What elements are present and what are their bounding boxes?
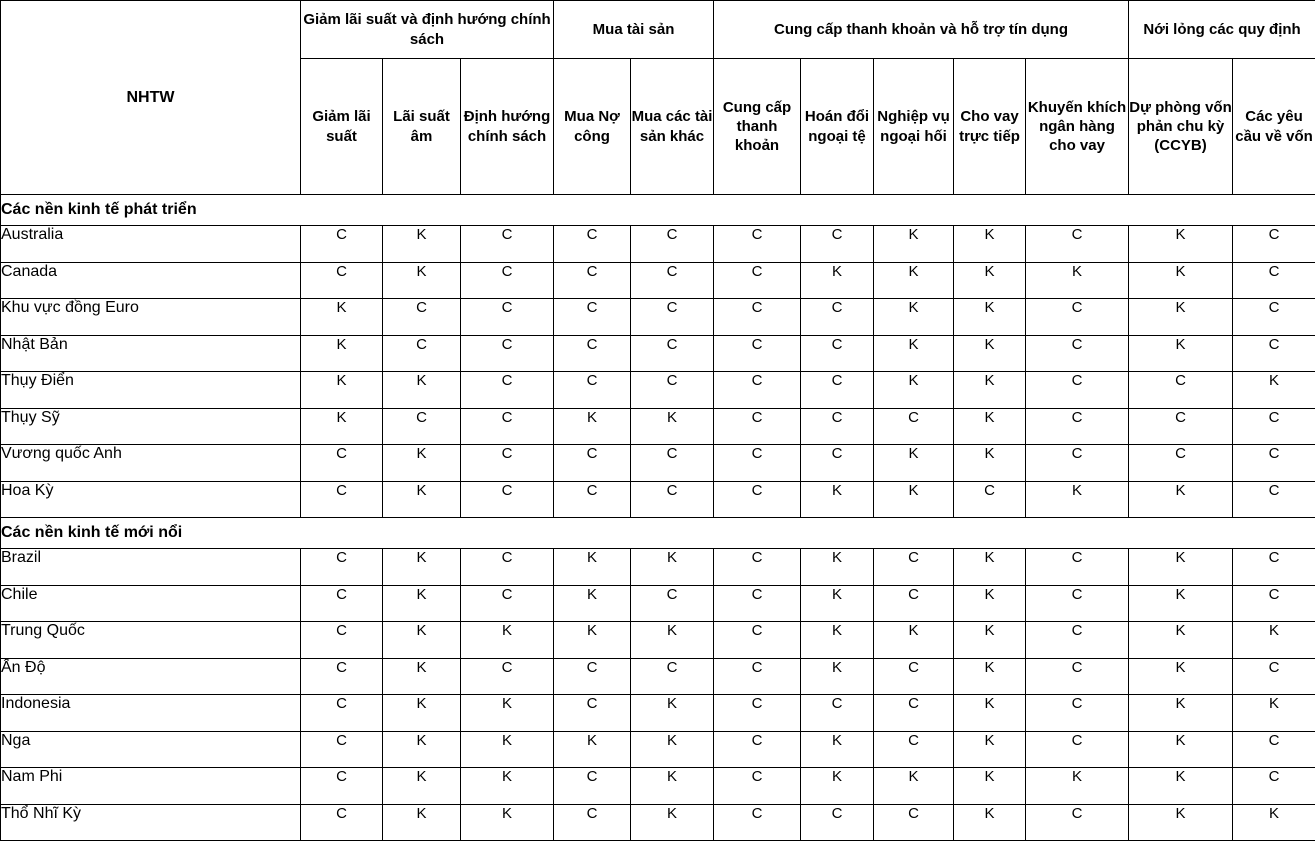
policy-value-cell: C — [461, 262, 554, 299]
policy-value-cell: C — [461, 481, 554, 518]
policy-value-cell: C — [631, 658, 714, 695]
policy-value-cell: C — [1129, 372, 1233, 409]
policy-value-cell: C — [1233, 768, 1315, 805]
policy-value-cell: C — [631, 481, 714, 518]
policy-value-cell: C — [714, 549, 801, 586]
group-header-asset-purchases: Mua tài sản — [554, 1, 714, 59]
policy-value-cell: K — [631, 622, 714, 659]
policy-value-cell: C — [1026, 299, 1129, 336]
country-name: Hoa Kỳ — [1, 481, 301, 518]
policy-value-cell: K — [1129, 299, 1233, 336]
column-header-other-assets: Mua các tài sản khác — [631, 59, 714, 195]
policy-value-cell: K — [631, 731, 714, 768]
policy-value-cell: K — [1129, 658, 1233, 695]
policy-value-cell: K — [631, 804, 714, 841]
policy-value-cell: C — [554, 804, 631, 841]
policy-value-cell: C — [874, 408, 954, 445]
policy-value-cell: K — [874, 335, 954, 372]
policy-value-cell: C — [714, 299, 801, 336]
policy-value-cell: C — [1233, 549, 1315, 586]
table-row — [1, 695, 1315, 732]
policy-value-cell: C — [1233, 408, 1315, 445]
country-name: Khu vực đồng Euro — [1, 299, 301, 336]
policy-value-cell: C — [801, 445, 874, 482]
table-row — [1, 445, 1315, 482]
corner-header-nhtw: NHTW — [1, 1, 301, 195]
column-header-rate-cut: Giảm lãi suất — [301, 59, 383, 195]
policy-value-cell: C — [874, 585, 954, 622]
policy-value-cell: C — [1233, 335, 1315, 372]
country-name: Thụy Sỹ — [1, 408, 301, 445]
country-name: Thụy Điển — [1, 372, 301, 409]
policy-value-cell: K — [801, 622, 874, 659]
policy-value-cell: K — [874, 481, 954, 518]
policy-value-cell: C — [1026, 695, 1129, 732]
column-header-negative-rate: Lãi suất âm — [383, 59, 461, 195]
policy-value-cell: C — [554, 695, 631, 732]
policy-value-cell: C — [874, 731, 954, 768]
policy-value-cell: K — [1129, 481, 1233, 518]
policy-value-cell: K — [383, 695, 461, 732]
table-row — [1, 408, 1315, 445]
policy-value-cell: K — [1129, 335, 1233, 372]
group-header-liquidity: Cung cấp thanh khoản và hỗ trợ tín dụng — [714, 1, 1129, 59]
policy-value-cell: K — [301, 335, 383, 372]
section-row — [1, 195, 1315, 226]
policy-value-cell: C — [461, 299, 554, 336]
policy-value-cell: K — [301, 299, 383, 336]
policy-value-cell: K — [383, 445, 461, 482]
policy-value-cell: K — [1129, 695, 1233, 732]
policy-value-cell: C — [631, 445, 714, 482]
policy-value-cell: C — [714, 226, 801, 263]
policy-value-cell: C — [714, 695, 801, 732]
table-row — [1, 335, 1315, 372]
policy-value-cell: K — [1129, 804, 1233, 841]
table-row — [1, 226, 1315, 263]
policy-value-cell: C — [1233, 481, 1315, 518]
column-header-direct-lending: Cho vay trực tiếp — [954, 59, 1026, 195]
policy-value-cell: K — [874, 372, 954, 409]
policy-value-cell: K — [801, 731, 874, 768]
table-row — [1, 549, 1315, 586]
policy-value-cell: C — [554, 658, 631, 695]
policy-value-cell: K — [1129, 585, 1233, 622]
country-name: Canada — [1, 262, 301, 299]
policy-value-cell: K — [954, 549, 1026, 586]
policy-value-cell: K — [631, 549, 714, 586]
policy-value-cell: C — [1129, 408, 1233, 445]
policy-value-cell: C — [554, 262, 631, 299]
policy-value-cell: C — [554, 372, 631, 409]
policy-value-cell: C — [301, 549, 383, 586]
policy-value-cell: C — [554, 226, 631, 263]
policy-value-cell: C — [714, 481, 801, 518]
policy-value-cell: C — [1026, 549, 1129, 586]
policy-value-cell: K — [461, 731, 554, 768]
policy-value-cell: C — [1026, 585, 1129, 622]
policy-value-cell: K — [874, 226, 954, 263]
policy-value-cell: C — [714, 768, 801, 805]
policy-value-cell: K — [1026, 768, 1129, 805]
policy-value-cell: C — [714, 622, 801, 659]
policy-value-cell: C — [301, 731, 383, 768]
policy-value-cell: C — [631, 299, 714, 336]
policy-value-cell: K — [554, 585, 631, 622]
policy-value-cell: C — [461, 408, 554, 445]
table-body — [1, 195, 1315, 841]
section-row — [1, 518, 1315, 549]
policy-value-cell: C — [1026, 804, 1129, 841]
policy-value-cell: C — [801, 299, 874, 336]
policy-value-cell: C — [1129, 445, 1233, 482]
policy-value-cell: K — [1129, 549, 1233, 586]
group-header-row — [1, 1, 1315, 59]
policy-value-cell: K — [631, 695, 714, 732]
policy-value-cell: K — [1233, 695, 1315, 732]
policy-value-cell: C — [801, 335, 874, 372]
group-header-regulation: Nới lỏng các quy định — [1129, 1, 1315, 59]
policy-value-cell: K — [554, 408, 631, 445]
policy-value-cell: C — [554, 768, 631, 805]
policy-value-cell: K — [383, 549, 461, 586]
column-header-liquidity-provision: Cung cấp thanh khoản — [714, 59, 801, 195]
policy-value-cell: K — [1129, 226, 1233, 263]
section-header: Các nền kinh tế phát triển — [1, 195, 1315, 226]
column-header-fx-operations: Nghiệp vụ ngoại hối — [874, 59, 954, 195]
policy-value-cell: C — [631, 262, 714, 299]
country-name: Brazil — [1, 549, 301, 586]
policy-value-cell: K — [954, 695, 1026, 732]
policy-value-cell: C — [714, 445, 801, 482]
country-name: Nga — [1, 731, 301, 768]
policy-value-cell: K — [954, 658, 1026, 695]
policy-value-cell: K — [554, 731, 631, 768]
policy-value-cell: K — [554, 622, 631, 659]
policy-value-cell: K — [631, 408, 714, 445]
country-name: Nhật Bản — [1, 335, 301, 372]
policy-value-cell: C — [1026, 731, 1129, 768]
policy-value-cell: C — [301, 226, 383, 263]
policy-value-cell: K — [1026, 262, 1129, 299]
policy-value-cell: C — [1233, 262, 1315, 299]
policy-value-cell: K — [1129, 731, 1233, 768]
policy-value-cell: K — [801, 585, 874, 622]
country-name: Vương quốc Anh — [1, 445, 301, 482]
policy-value-cell: K — [954, 622, 1026, 659]
policy-value-cell: K — [954, 372, 1026, 409]
policy-value-cell: K — [1026, 481, 1129, 518]
policy-value-cell: K — [461, 695, 554, 732]
policy-value-cell: K — [383, 658, 461, 695]
policy-value-cell: K — [461, 804, 554, 841]
policy-value-cell: K — [383, 585, 461, 622]
policy-value-cell: K — [301, 372, 383, 409]
policy-value-cell: C — [1233, 731, 1315, 768]
table-row — [1, 262, 1315, 299]
policy-value-cell: C — [1026, 408, 1129, 445]
country-name: Indonesia — [1, 695, 301, 732]
policy-value-cell: C — [301, 585, 383, 622]
policy-value-cell: K — [954, 262, 1026, 299]
policy-value-cell: K — [954, 299, 1026, 336]
policy-value-cell: K — [801, 768, 874, 805]
policy-value-cell: K — [954, 804, 1026, 841]
table-row — [1, 658, 1315, 695]
group-header-rates: Giảm lãi suất và định hướng chính sách — [301, 1, 554, 59]
policy-value-cell: C — [461, 445, 554, 482]
policy-value-cell: K — [954, 731, 1026, 768]
column-header-bank-lending-incentive: Khuyến khích ngân hàng cho vay — [1026, 59, 1129, 195]
policy-value-cell: K — [461, 768, 554, 805]
policy-value-cell: C — [1233, 226, 1315, 263]
policy-value-cell: K — [954, 408, 1026, 445]
policy-value-cell: K — [383, 262, 461, 299]
policy-value-cell: K — [874, 299, 954, 336]
policy-value-cell: C — [301, 262, 383, 299]
policy-value-cell: C — [301, 481, 383, 518]
policy-value-cell: C — [1026, 658, 1129, 695]
policy-value-cell: K — [383, 768, 461, 805]
policy-value-cell: C — [461, 335, 554, 372]
policy-value-cell: C — [461, 372, 554, 409]
policy-value-cell: K — [954, 585, 1026, 622]
policy-value-cell: K — [301, 408, 383, 445]
policy-value-cell: K — [1233, 622, 1315, 659]
policy-value-cell: C — [301, 768, 383, 805]
policy-value-cell: C — [301, 622, 383, 659]
country-name: Ấn Độ — [1, 658, 301, 695]
policy-value-cell: C — [631, 585, 714, 622]
policy-value-cell: K — [801, 549, 874, 586]
policy-value-cell: C — [461, 226, 554, 263]
policy-value-cell: K — [801, 262, 874, 299]
table-row — [1, 585, 1315, 622]
policy-value-cell: K — [383, 622, 461, 659]
country-name: Australia — [1, 226, 301, 263]
policy-value-cell: C — [714, 585, 801, 622]
policy-value-cell: K — [801, 481, 874, 518]
policy-value-cell: C — [801, 226, 874, 263]
country-name: Chile — [1, 585, 301, 622]
policy-value-cell: C — [1026, 622, 1129, 659]
section-header: Các nền kinh tế mới nổi — [1, 518, 1315, 549]
policy-value-cell: C — [714, 372, 801, 409]
policy-value-cell: K — [954, 445, 1026, 482]
country-name: Nam Phi — [1, 768, 301, 805]
policy-value-cell: C — [874, 695, 954, 732]
table-row — [1, 299, 1315, 336]
policy-value-cell: C — [383, 335, 461, 372]
policy-value-cell: C — [1026, 226, 1129, 263]
table-row — [1, 622, 1315, 659]
policy-value-cell: K — [461, 622, 554, 659]
policy-value-cell: C — [1233, 585, 1315, 622]
policy-value-cell: K — [383, 481, 461, 518]
policy-value-cell: K — [631, 768, 714, 805]
column-header-capital-requirements: Các yêu cầu về vốn — [1233, 59, 1315, 195]
policy-value-cell: C — [1233, 299, 1315, 336]
column-header-ccyb: Dự phòng vốn phản chu kỳ (CCYB) — [1129, 59, 1233, 195]
policy-value-cell: C — [714, 262, 801, 299]
policy-value-cell: C — [301, 695, 383, 732]
policy-value-cell: K — [954, 768, 1026, 805]
policy-value-cell: C — [1026, 335, 1129, 372]
policy-value-cell: K — [874, 445, 954, 482]
policy-value-cell: C — [383, 299, 461, 336]
policy-value-cell: C — [461, 585, 554, 622]
policy-value-cell: K — [954, 226, 1026, 263]
policy-value-cell: C — [1026, 445, 1129, 482]
policy-value-cell: K — [383, 372, 461, 409]
country-name: Trung Quốc — [1, 622, 301, 659]
table-row — [1, 804, 1315, 841]
policy-value-cell: C — [714, 731, 801, 768]
table-row — [1, 768, 1315, 805]
policy-value-cell: K — [1129, 768, 1233, 805]
table-row — [1, 372, 1315, 409]
policy-value-cell: C — [554, 335, 631, 372]
policy-value-cell: K — [383, 226, 461, 263]
policy-value-cell: C — [554, 481, 631, 518]
policy-value-cell: C — [301, 804, 383, 841]
policy-value-cell: C — [301, 658, 383, 695]
policy-value-cell: K — [874, 262, 954, 299]
policy-value-cell: C — [1233, 658, 1315, 695]
policy-value-cell: C — [801, 695, 874, 732]
policy-value-cell: C — [874, 658, 954, 695]
policy-value-cell: K — [1129, 622, 1233, 659]
policy-value-cell: K — [874, 768, 954, 805]
policy-value-cell: C — [1233, 445, 1315, 482]
country-name: Thổ Nhĩ Kỳ — [1, 804, 301, 841]
policy-value-cell: C — [631, 226, 714, 263]
column-header-forward-guidance: Định hướng chính sách — [461, 59, 554, 195]
policy-value-cell: K — [1233, 804, 1315, 841]
policy-value-cell: C — [461, 658, 554, 695]
table-row — [1, 731, 1315, 768]
policy-value-cell: C — [874, 804, 954, 841]
column-header-public-debt: Mua Nợ công — [554, 59, 631, 195]
policy-value-cell: C — [874, 549, 954, 586]
policy-value-cell: C — [714, 804, 801, 841]
policy-value-cell: C — [554, 445, 631, 482]
policy-value-cell: K — [554, 549, 631, 586]
policy-value-cell: K — [954, 335, 1026, 372]
policy-value-cell: C — [461, 549, 554, 586]
policy-value-cell: K — [801, 658, 874, 695]
policy-value-cell: K — [383, 731, 461, 768]
policy-value-cell: K — [874, 622, 954, 659]
policy-value-cell: C — [631, 372, 714, 409]
policy-value-cell: C — [954, 481, 1026, 518]
policy-value-cell: C — [801, 804, 874, 841]
table-row — [1, 481, 1315, 518]
policy-value-cell: C — [801, 408, 874, 445]
policy-value-cell: C — [714, 335, 801, 372]
policy-value-cell: K — [383, 804, 461, 841]
column-header-fx-swap: Hoán đổi ngoại tệ — [801, 59, 874, 195]
policy-value-cell: K — [1233, 372, 1315, 409]
policy-value-cell: C — [714, 658, 801, 695]
policy-value-cell: K — [1129, 262, 1233, 299]
policy-value-cell: C — [1026, 372, 1129, 409]
policy-value-cell: C — [554, 299, 631, 336]
policy-value-cell: C — [631, 335, 714, 372]
policy-value-cell: C — [714, 408, 801, 445]
policy-value-cell: C — [801, 372, 874, 409]
policy-value-cell: C — [301, 445, 383, 482]
policy-value-cell: C — [383, 408, 461, 445]
